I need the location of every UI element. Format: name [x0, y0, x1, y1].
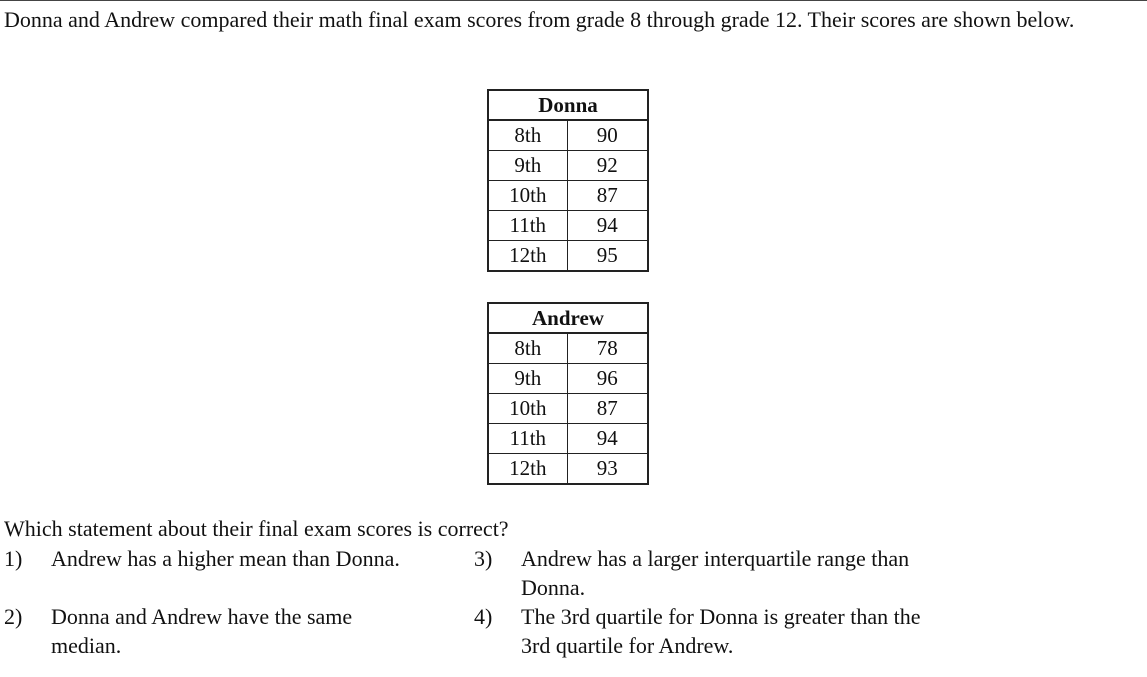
choice-number: 1): [4, 546, 23, 571]
grade-cell: 9th: [488, 151, 567, 181]
top-divider: [0, 0, 1147, 1]
choice-text: The 3rd quartile for Donna is greater than the 3rd quartile for Andrew.: [521, 604, 921, 658]
choice-text: Donna and Andrew have the same median.: [51, 604, 353, 658]
intro-paragraph: Donna and Andrew compared their math final exam scores from grade 8 through grade 12. Their scores are shown below.: [4, 7, 1075, 32]
table-row: [488, 211, 648, 241]
table-row: [488, 454, 648, 485]
score-cell: 94: [567, 211, 648, 241]
choice-number: 4): [474, 604, 493, 629]
donna-score-table: [487, 89, 649, 272]
table-row: [488, 241, 648, 272]
grade-cell: 12th: [488, 241, 567, 272]
choice-text: Andrew has a higher mean than Donna.: [51, 546, 400, 571]
score-cell: 87: [567, 394, 648, 424]
score-cell: 95: [567, 241, 648, 272]
grade-cell: 8th: [488, 120, 567, 151]
table-row: [488, 181, 648, 211]
grade-cell: 11th: [488, 424, 567, 454]
score-cell: 90: [567, 120, 648, 151]
choice-number: 2): [4, 604, 23, 629]
choice-number: 3): [474, 546, 493, 571]
grade-cell: 10th: [488, 181, 567, 211]
question-prompt: Which statement about their final exam scores is correct?: [4, 516, 509, 541]
choice-text: Andrew has a larger interquartile range than Donna.: [521, 546, 910, 600]
grade-cell: 8th: [488, 333, 567, 364]
grade-cell: 11th: [488, 211, 567, 241]
table-row: [488, 120, 648, 151]
andrew-score-table: [487, 302, 649, 485]
table-row: [488, 394, 648, 424]
andrew-table-title: Andrew: [488, 303, 648, 333]
table-row: [488, 151, 648, 181]
grade-cell: 10th: [488, 394, 567, 424]
grade-cell: 9th: [488, 364, 567, 394]
score-cell: 87: [567, 181, 648, 211]
table-row: [488, 333, 648, 364]
score-cell: 96: [567, 364, 648, 394]
score-cell: 93: [567, 454, 648, 485]
donna-table-title: Donna: [488, 90, 648, 120]
grade-cell: 12th: [488, 454, 567, 485]
score-cell: 78: [567, 333, 648, 364]
table-row: [488, 424, 648, 454]
score-cell: 94: [567, 424, 648, 454]
table-row: [488, 364, 648, 394]
score-cell: 92: [567, 151, 648, 181]
